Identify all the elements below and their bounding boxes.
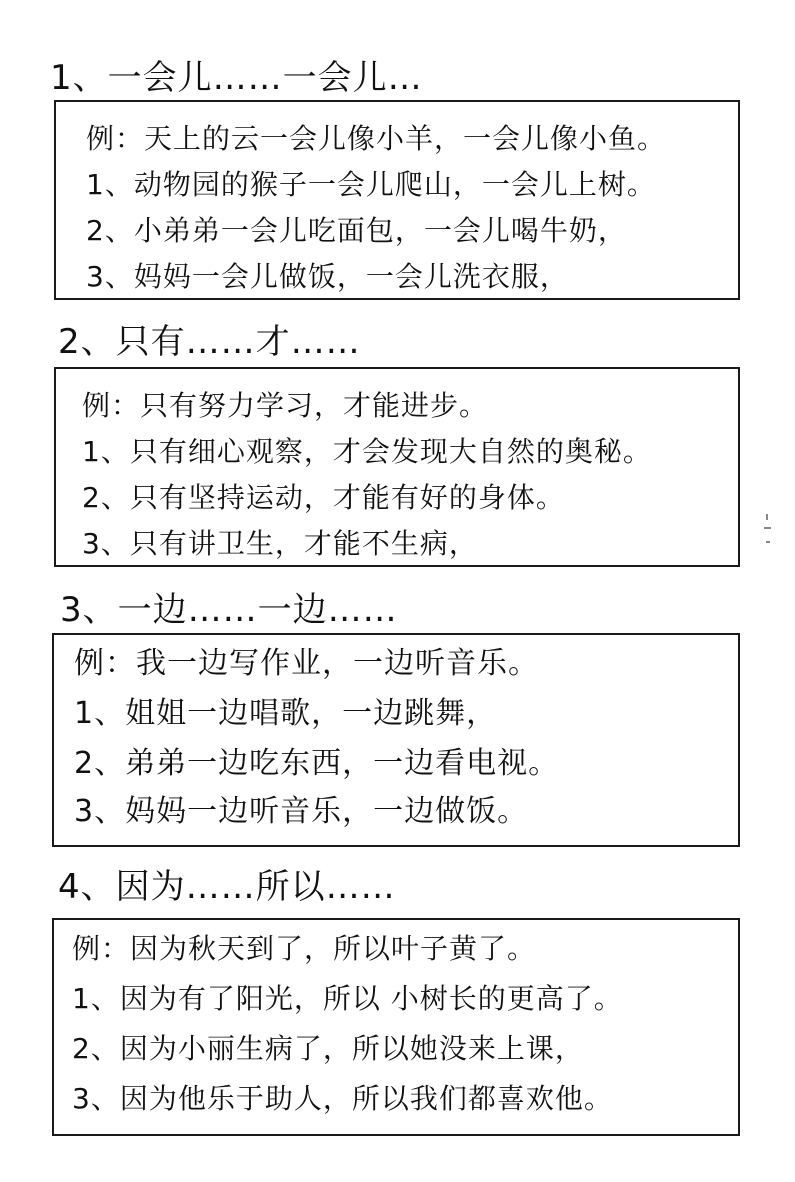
section-3-sentence-1: 1、姐姐一边唱歌，一边跳舞， xyxy=(74,696,498,731)
section-4-title: 4、因为……所以…… xyxy=(58,867,396,907)
section-2-example: 例：只有努力学习，才能进步。 xyxy=(82,389,489,422)
section-4-sentence-2: 2、因为小丽生病了，所以她没来上课， xyxy=(72,1032,584,1065)
section-4-example: 例：因为秋天到了，所以叶子黄了。 xyxy=(72,932,537,965)
section-4-sentence-3: 3、因为他乐于助人，所以我们都喜欢他。 xyxy=(72,1082,613,1115)
section-3-sentence-2: 2、弟弟一边吃东西，一边看电视。 xyxy=(74,746,560,781)
section-2-sentence-1: 1、只有细心观察，才会发现大自然的奥秘。 xyxy=(82,435,652,468)
section-3-sentence-3: 3、妈妈一边听音乐，一边做饭。 xyxy=(74,794,529,829)
section-1-sentence-3: 3、妈妈一会儿做饭，一会儿洗衣服， xyxy=(86,260,569,293)
section-2-box xyxy=(54,367,740,567)
section-3-example: 例：我一边写作业，一边听音乐。 xyxy=(74,646,539,681)
margin-scan-marks xyxy=(762,512,774,555)
section-1-sentence-1: 1、动物园的猴子一会儿爬山，一会儿上树。 xyxy=(86,168,656,201)
section-4-box xyxy=(52,918,740,1136)
section-1-sentence-2: 2、小弟弟一会儿吃面包，一会儿喝牛奶， xyxy=(86,214,627,247)
section-1-box xyxy=(54,100,740,300)
section-1-example: 例：天上的云一会儿像小羊，一会儿像小鱼。 xyxy=(86,122,667,155)
section-2-sentence-2: 2、只有坚持运动，才能有好的身体。 xyxy=(82,481,565,514)
section-2-title: 2、只有……才…… xyxy=(58,322,361,362)
section-2-sentence-3: 3、只有讲卫生，才能不生病， xyxy=(82,527,478,560)
section-3-box xyxy=(52,633,740,847)
section-4-sentence-1: 1、因为有了阳光，所以 小树长的更高了。 xyxy=(72,982,623,1015)
section-1-title: 1、一会儿……一会儿… xyxy=(50,58,423,98)
section-3-title: 3、一边……一边…… xyxy=(60,590,398,630)
